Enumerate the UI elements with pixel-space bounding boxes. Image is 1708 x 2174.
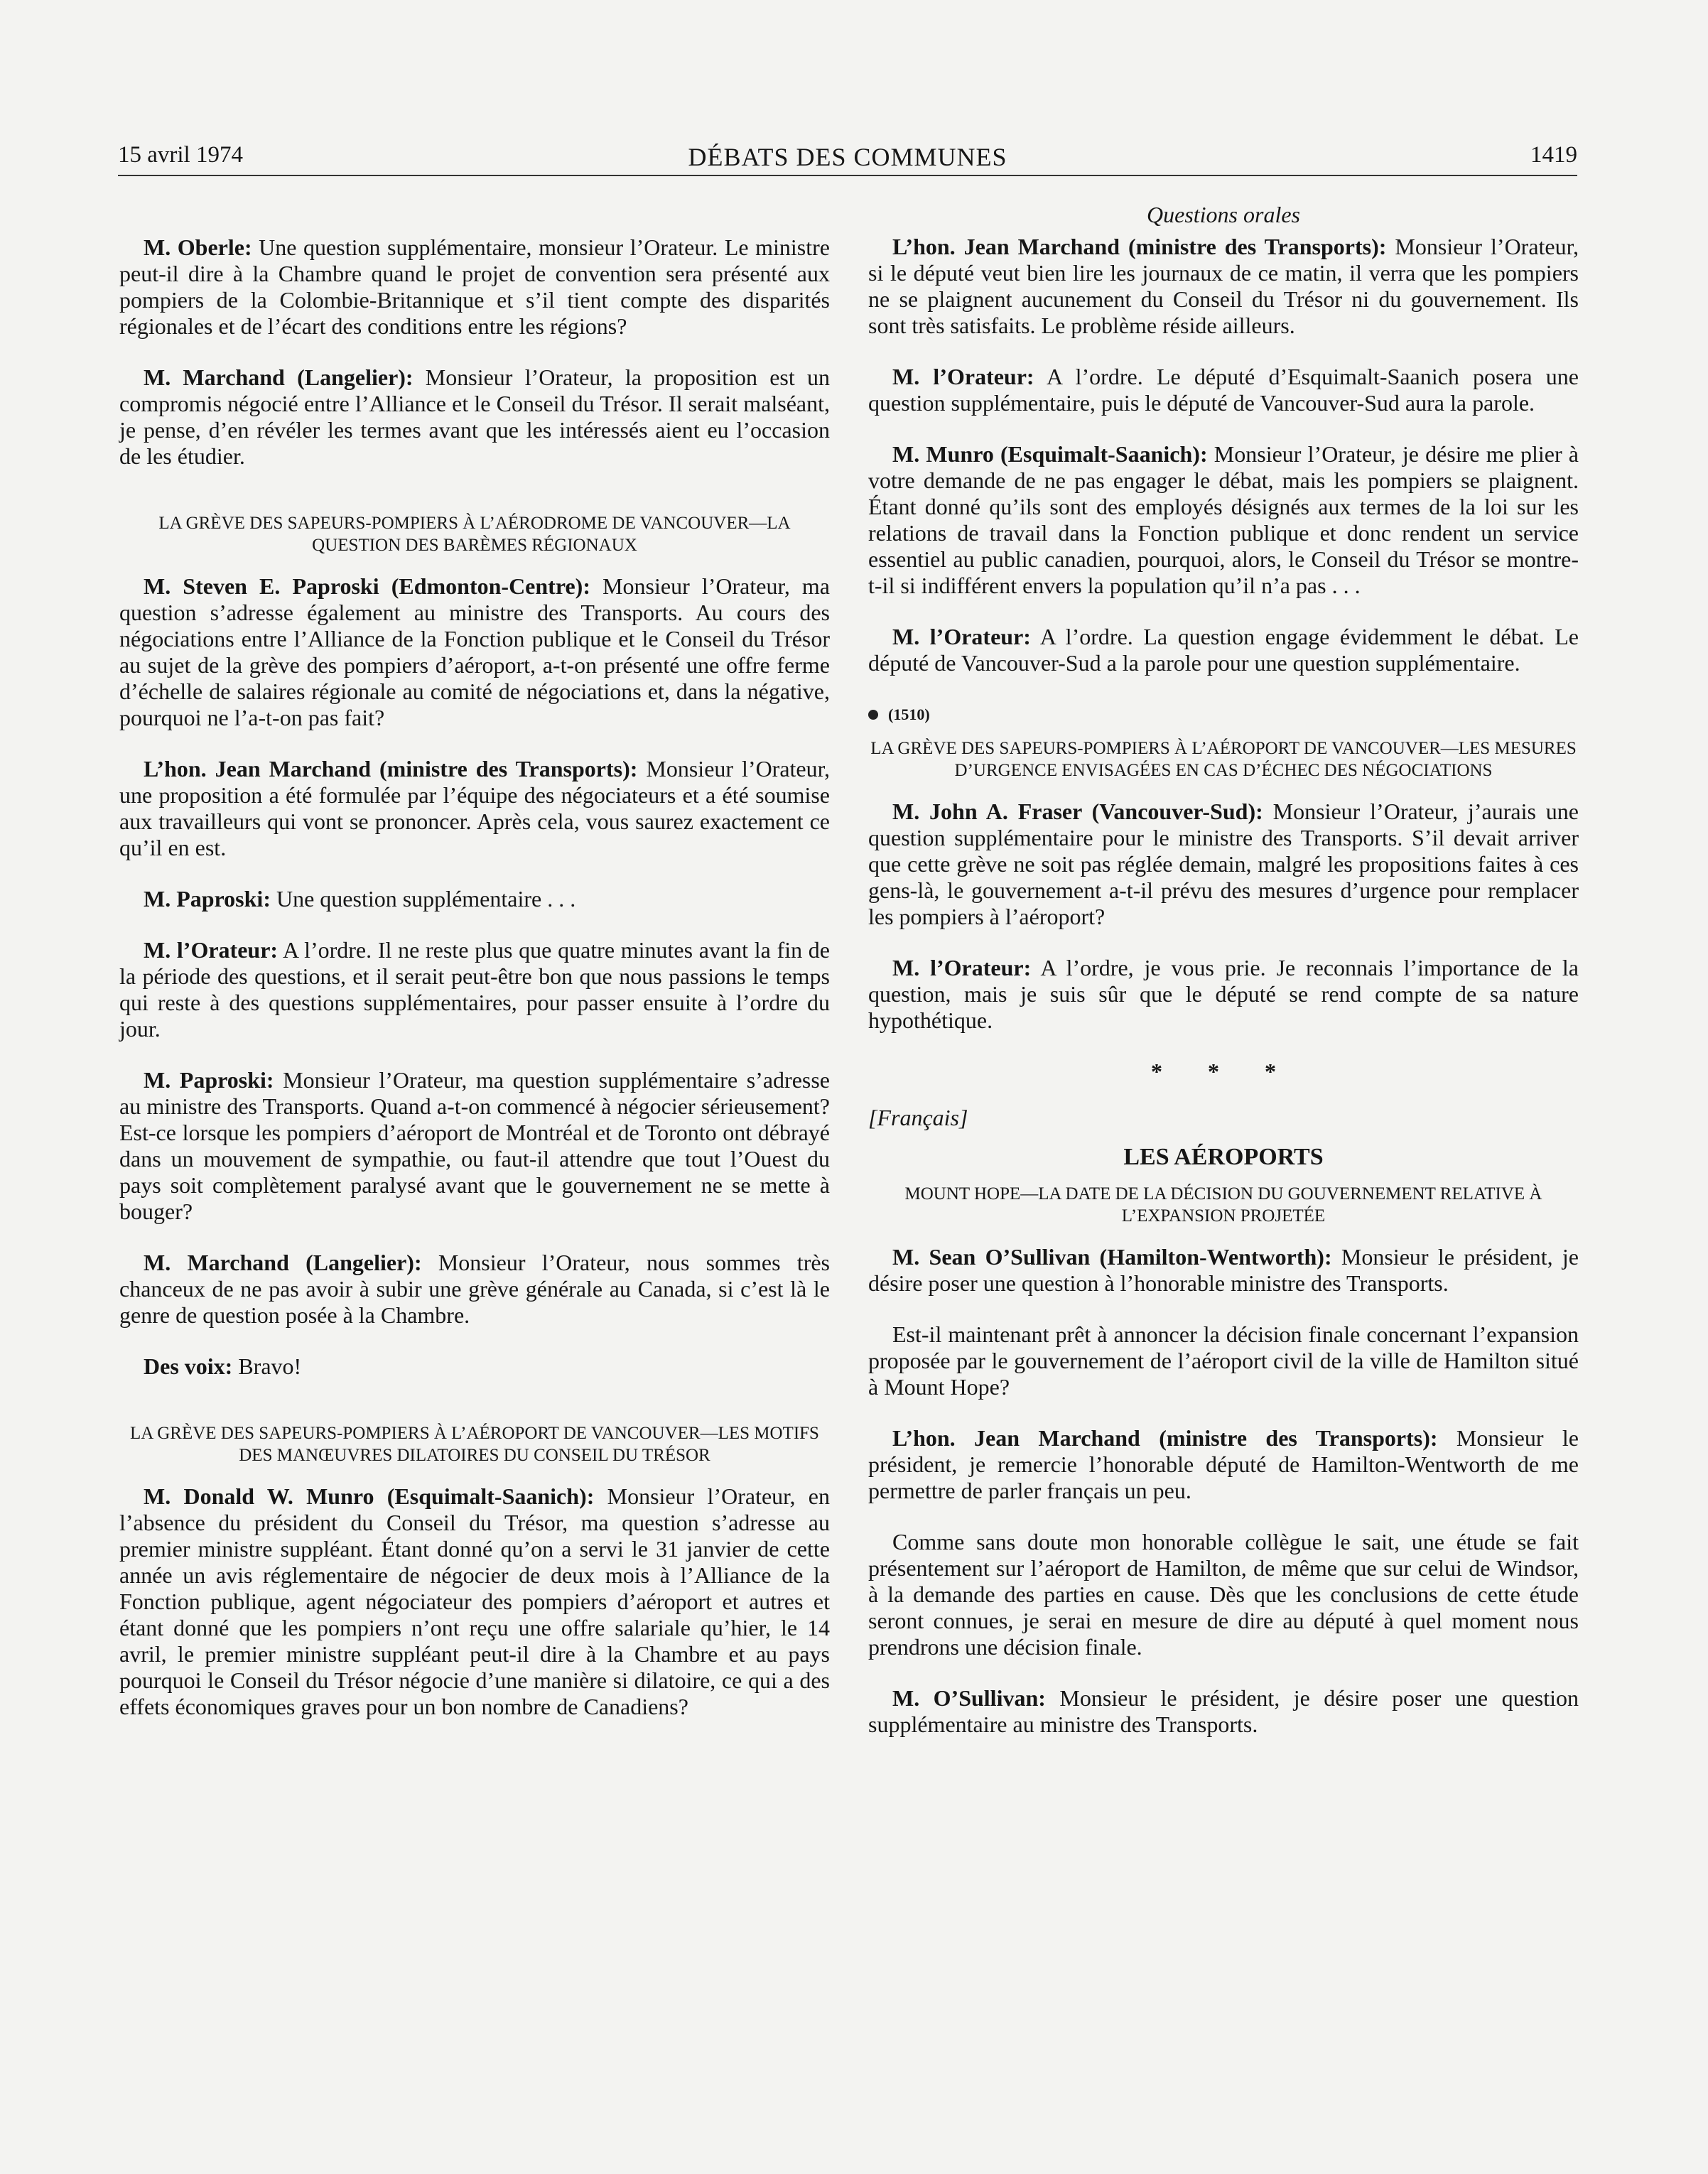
speaker-name: M. Paproski: xyxy=(144,1067,274,1093)
time-marker xyxy=(868,701,1579,728)
bullet-icon xyxy=(868,710,878,720)
speaker-name: L’hon. Jean Marchand (ministre des Transports): xyxy=(892,1425,1438,1451)
paragraph xyxy=(868,1244,1579,1297)
speaker-name: M. John A. Fraser (Vancouver-Sud): xyxy=(892,799,1263,824)
language-tag: [Français] xyxy=(868,1105,968,1130)
section-heading: LA GRÈVE DES SAPEURS-POMPIERS À L’AÉRODROME DE VANCOUVER—LA QUESTION DES BARÈMES RÉGIONAUX xyxy=(158,514,791,555)
page-number: 1419 xyxy=(1530,142,1577,168)
section-heading: LA GRÈVE DES SAPEURS-POMPIERS À L’AÉROPORT DE VANCOUVER—LES MOTIFS DES MANŒUVRES DILATOIRES DU CONSEIL DU TRÉSOR xyxy=(130,1424,819,1465)
speaker-name: M. l’Orateur: xyxy=(144,937,279,963)
section-heading: LA GRÈVE DES SAPEURS-POMPIERS À L’AÉROPORT DE VANCOUVER—LES MESURES D’URGENCE ENVISAGÉES EN CAS D’ÉCHEC DES NÉGOCIATIONS xyxy=(870,739,1577,780)
speaker-name: L’hon. Jean Marchand (ministre des Transports): xyxy=(144,756,638,782)
speaker-name: M. l’Orateur: xyxy=(892,364,1034,389)
header-date: 15 avril 1974 xyxy=(118,142,243,168)
speaker-name: M. Marchand (Langelier): xyxy=(144,1250,422,1275)
speaker-name: M. l’Orateur: xyxy=(892,955,1032,980)
speech-text: Monsieur l’Orateur, j’aurais une question supplémentaire pour le ministre des Transports. S’il devait arriver que cette grève ne soit pas réglée demain, malgré les propositions faites à ces gens-là, le gouvernement a-t-il prévu des mesures d’urgence pour remplacer les pompiers à l’aéroport? xyxy=(868,799,1579,929)
paragraph xyxy=(119,1250,830,1329)
speech-text: Monsieur l’Orateur, nous sommes très chanceux de ne pas avoir à subir une grève générale au Canada, si c’est là le genre de question posée à la Chambre. xyxy=(119,1250,831,1328)
section-separator: * * * xyxy=(1151,1059,1296,1084)
paragraph xyxy=(119,1067,830,1225)
speech-text: Monsieur l’Orateur, je désire me plier à votre demande de ne pas engager le débat, mais les pompiers se plaignent. Étant donné qu’ils sont des employés désignés aux termes de la loi sur les relations de travail dans la Fonction publique et donc rendent un service essentiel au public canadien, pourquoi, alors, le Conseil du Trésor se montre-t-il si indifférent envers la population qu’il n’a pas . . . xyxy=(868,441,1579,598)
speaker-name: M. l’Orateur: xyxy=(892,624,1031,649)
paragraph xyxy=(119,1353,830,1380)
speech-text: Monsieur le président, je remercie l’honorable député de Hamilton-Wentworth de me permettre de parler français un peu. xyxy=(868,1425,1579,1503)
paragraph xyxy=(119,234,830,340)
right-column xyxy=(868,202,1579,1763)
paragraph xyxy=(868,364,1579,416)
speaker-name: M. Munro (Esquimalt-Saanich): xyxy=(892,441,1208,467)
speech-text: Monsieur le président, je désire poser une question supplémentaire au ministre des Transports. xyxy=(868,1685,1579,1737)
speech-text: Monsieur l’Orateur, ma question s’adresse également au ministre des Transports. Au cours des négociations entre l’Alliance de la Fonction publique et le Conseil du Trésor au sujet de la grève des pompiers d’aéroport, a-t-on présenté une offre ferme d’échelle de salaires régionale au comité de négociations et, dans la négative, pourquoi ne l’a-t-on pas fait? xyxy=(119,573,831,730)
paragraph xyxy=(868,799,1579,930)
running-head: Questions orales xyxy=(1147,202,1300,227)
paragraph xyxy=(868,955,1579,1034)
speech-text: Une question supplémentaire, monsieur l’Orateur. Le ministre peut-il dire à la Chambre quand le projet de convention sera présenté aux pompiers de la Colombie-Britannique et s’il tient compte des disparités régionales et de l’écart des conditions entre les régions? xyxy=(119,234,830,339)
speaker-name: L’hon. Jean Marchand (ministre des Transports): xyxy=(892,234,1387,259)
speaker-name: M. Donald W. Munro (Esquimalt-Saanich): xyxy=(144,1483,595,1509)
paragraph xyxy=(868,1685,1579,1738)
speech-text: A l’ordre, je vous prie. Je reconnais l’importance de la question, mais je suis sûr que le député se rend compte de sa nature hypothétique. xyxy=(868,955,1579,1033)
speech-text: Monsieur l’Orateur, une proposition a été formulée par l’équipe des négociateurs et a été soumise aux travailleurs qui vont se prononcer. Après cela, vous saurez exactement ce qu’il en est. xyxy=(119,756,831,860)
speaker-name: M. Oberle: xyxy=(144,234,252,260)
section-heading: MOUNT HOPE—LA DATE DE LA DÉCISION DU GOUVERNEMENT RELATIVE À L’EXPANSION PROJETÉE xyxy=(904,1184,1542,1226)
topic-heading: LES AÉROPORTS xyxy=(1123,1144,1324,1170)
speaker-name: M. Marchand (Langelier): xyxy=(144,364,414,390)
speech-text: Monsieur l’Orateur, en l’absence du président du Conseil du Trésor, ma question s’adresse au premier ministre suppléant. Étant donné qu’on a servi le 31 janvier de cette année un avis réglementaire de négocier de deux mois à l’Alliance de la Fonction publique, agent négociateur des pompiers d’aéroport et autres et étant donné que les pompiers n’ont reçu une offre salariale qu’hier, le 14 avril, le premier ministre suppléant peut-il dire à la Chambre et au pays pourquoi le Conseil du Trésor négocie d’une manière si dilatoire, ce qui a des effets économiques graves pour un bon nombre de Canadiens? xyxy=(119,1483,830,1719)
paragraph xyxy=(119,937,830,1042)
paragraph xyxy=(868,624,1579,676)
speaker-name: Des voix: xyxy=(144,1353,233,1379)
speech-text: Monsieur l’Orateur, ma question supplémentaire s’adresse au ministre des Transports. Quand a-t-on commencé à négocier sérieusement? Est-ce lorsque les pompiers d’aéroport de Montréal et de Toronto ont débrayé dans un mouvement de sympathie, ou faut-il attendre que tout l’Ouest du pays soit complètement paralysé avant que le gouvernement ne se mette à bouger? xyxy=(119,1067,831,1224)
paragraph xyxy=(119,364,830,470)
paragraph xyxy=(868,1529,1579,1660)
speech-text: A l’ordre. La question engage évidemment le débat. Le député de Vancouver-Sud a la parole pour une question supplémentaire. xyxy=(868,624,1579,676)
paragraph xyxy=(119,573,830,731)
paragraph xyxy=(868,441,1579,599)
paragraph xyxy=(868,1425,1579,1504)
speech-text: Monsieur l’Orateur, si le député veut bien lire les journaux de ce matin, il verra que les pompiers ne se plaignent aucunement du Conseil du Trésor ni du gouvernement. Ils sont très satisfaits. Le problème réside ailleurs. xyxy=(868,234,1579,338)
paragraph xyxy=(868,234,1579,339)
page-header xyxy=(118,142,1577,176)
paragraph xyxy=(119,756,830,861)
speech-text: A l’ordre. Il ne reste plus que quatre minutes avant la fin de la période des questions, et il serait peut-être bon que nous passions le temps qui reste à des questions supplémentaires, pour passer ensuite à l’ordre du jour. xyxy=(119,937,831,1042)
time-marker-label: (1510) xyxy=(888,705,930,723)
paragraph xyxy=(868,1321,1579,1400)
speech-text: Une question supplémentaire . . . xyxy=(270,886,576,912)
paragraph xyxy=(119,1483,830,1720)
speaker-name: M. Steven E. Paproski (Edmonton-Centre): xyxy=(144,573,590,599)
speech-text: A l’ordre. Le député d’Esquimalt-Saanich posera une question supplémentaire, puis le député de Vancouver-Sud aura la parole. xyxy=(868,364,1579,416)
speech-text: Monsieur le président, je désire poser une question à l’honorable ministre des Transports. xyxy=(868,1244,1579,1296)
speech-text: Bravo! xyxy=(232,1353,302,1379)
speaker-name: M. Sean O’Sullivan (Hamilton-Wentworth): xyxy=(892,1244,1332,1270)
speaker-name: M. Paproski: xyxy=(144,886,271,912)
speaker-name: M. O’Sullivan: xyxy=(892,1685,1046,1711)
speech-text: Comme sans doute mon honorable collègue le sait, une étude se fait présentement sur l’aéroport de Hamilton, de même que sur celui de Windsor, à la demande des parties en cause. Dès que les conclusions de cette étude seront connues, je serai en mesure de dire au député à quel moment nous prendrons une décision finale. xyxy=(868,1529,1579,1660)
speech-text: Monsieur l’Orateur, la proposition est un compromis négocié entre l’Alliance et le Conseil du Trésor. Il serait malséant, je pense, d’en révéler les termes avant que les intéressés aient eu l’occasion de les étudier. xyxy=(119,364,830,469)
speech-text: Est-il maintenant prêt à annoncer la décision finale concernant l’expansion proposée par le gouvernement de l’aéroport civil de la ville de Hamilton situé à Mount Hope? xyxy=(868,1321,1579,1400)
header-title: DÉBATS DES COMMUNES xyxy=(688,143,1007,171)
left-column xyxy=(119,234,830,1745)
paragraph xyxy=(119,886,830,912)
